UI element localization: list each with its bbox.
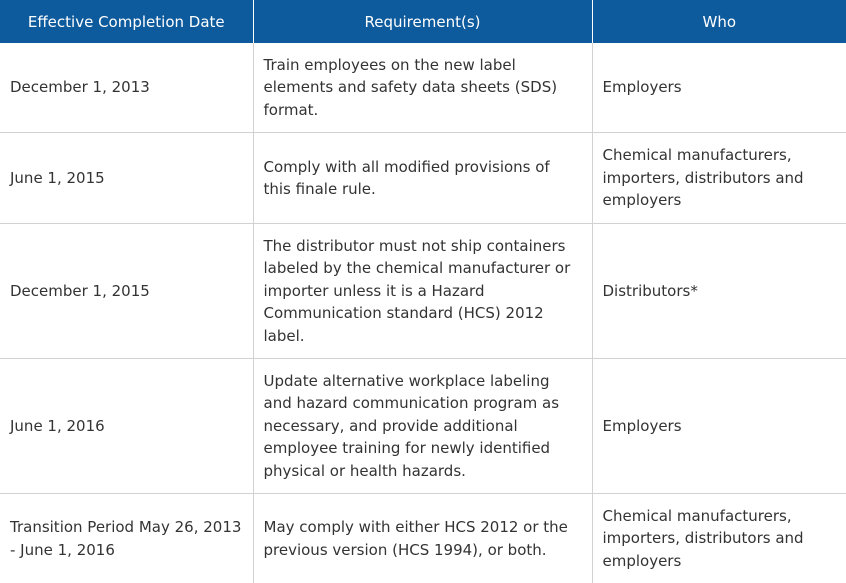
table-row — [0, 359, 846, 494]
cell-date: June 1, 2015 — [0, 133, 253, 224]
cell-date: Transition Period May 26, 2013 - June 1, 2016 — [0, 494, 253, 583]
cell-who: Distributors* — [592, 224, 846, 359]
cell-requirement: Update alternative workplace labeling and hazard communication program as necessary, and provide additional employee training for newly identified physical or health hazards. — [253, 359, 592, 494]
table-row — [0, 494, 846, 583]
cell-requirement: May comply with either HCS 2012 or the previous version (HCS 1994), or both. — [253, 494, 592, 583]
table-row — [0, 43, 846, 133]
table-row — [0, 224, 846, 359]
cell-who: Chemical manufacturers, importers, distributors and employers — [602, 506, 804, 570]
cell-requirement: Train employees on the new label elements and safety data sheets (SDS) format. — [253, 43, 592, 133]
cell-who: Chemical manufacturers, importers, distributors and employers — [592, 133, 846, 224]
table-body — [0, 43, 846, 583]
header-who: Who — [592, 0, 846, 43]
table-header — [0, 0, 846, 43]
cell-requirement: The distributor must not ship containers labeled by the chemical manufacturer or importer unless it is a Hazard Communication standard (HCS) 2012 label. — [253, 224, 592, 359]
header-requirements: Requirement(s) — [253, 0, 592, 43]
table-row — [0, 133, 846, 224]
cell-who: Employers — [592, 359, 846, 494]
cell-requirement: Comply with all modified provisions of this finale rule. — [253, 133, 592, 224]
cell-date: December 1, 2015 — [0, 224, 253, 359]
header-row — [0, 0, 846, 43]
header-effective-completion-date: Effective Completion Date — [0, 0, 253, 43]
cell-date: December 1, 2013 — [0, 43, 253, 133]
cell-who: Employers — [592, 43, 846, 133]
cell-date: June 1, 2016 — [0, 359, 253, 494]
